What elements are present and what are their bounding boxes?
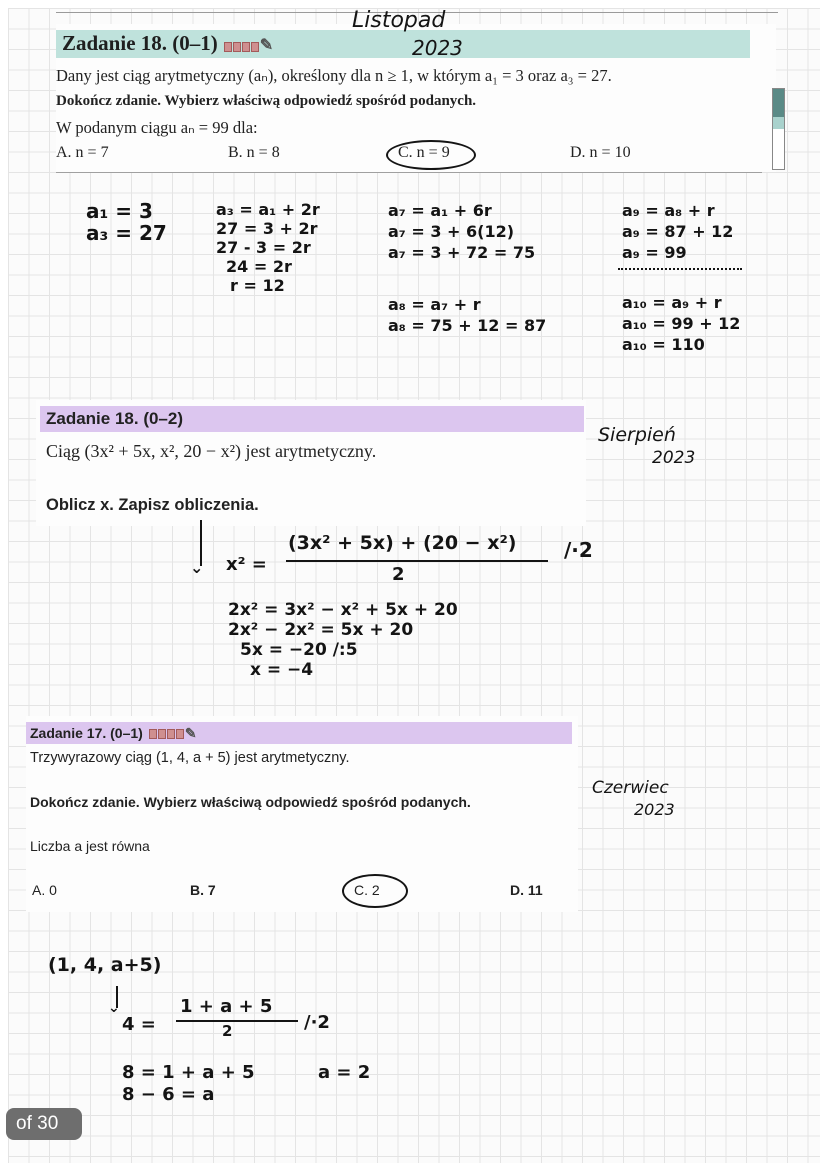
task3-option-a[interactable]: A. 0 [32, 882, 57, 898]
arrow-down-icon: ⌄ [190, 558, 204, 577]
score-bars-icon [149, 726, 185, 742]
work3-fraction-bar [176, 1020, 298, 1022]
pencil-icon: ✎ [259, 37, 274, 54]
work1-col4b-line: a₁₀ = 110 [622, 335, 705, 354]
work2-numerator: (3x² + 5x) + (20 − x²) [288, 532, 517, 554]
page-counter[interactable]: of 30 [6, 1108, 82, 1140]
notebook-page [8, 8, 820, 1163]
task1-option-d[interactable]: D. n = 10 [570, 144, 631, 161]
work1-col1-line: a₃ = 27 [86, 221, 167, 245]
task1-header-text: Zadanie 18. (0–1) [62, 31, 218, 55]
scroll-indicator[interactable] [772, 88, 785, 170]
work3-numerator: 1 + a + 5 [180, 996, 273, 1017]
work1-col2-line: 27 - 3 = 2r [216, 238, 311, 257]
work1-col4b-line: a₁₀ = a₉ + r [622, 293, 722, 312]
task3-option-c[interactable]: C. 2 [354, 882, 380, 898]
work1-col2-line: 24 = 2r [226, 257, 292, 276]
work1-col3a-line: a₇ = 3 + 72 = 75 [388, 243, 536, 262]
task3-question: Liczba a jest równa [30, 838, 150, 854]
work1-col3a-line: a₇ = 3 + 6(12) [388, 222, 515, 241]
work1-col1-line: a₁ = 3 [86, 199, 153, 223]
date-middle-year: 2023 [652, 448, 696, 468]
task3-statement: Trzywyrazowy ciąg (1, 4, a + 5) jest arytmetyczny. [30, 750, 350, 766]
score-bars-icon [224, 33, 260, 58]
work2-line: 2x² = 3x² − x² + 5x + 20 [228, 600, 458, 620]
task1-intro: Dany jest ciąg arytmetyczny (aₙ), określony dla n ≥ 1, w którym a₁ = 3 oraz a₃ = 27. [56, 66, 612, 85]
work3-sequence: (1, 4, a+5) [48, 954, 162, 976]
work1-col3b [388, 294, 546, 336]
task3-header-text: Zadanie 17. (0–1) [30, 725, 143, 741]
work1-col4a-line: a₉ = a₈ + r [622, 201, 715, 220]
work2-multiplier: /·2 [564, 538, 593, 562]
task1-divider [56, 172, 762, 173]
date-bottom-month: Czerwiec [592, 778, 669, 798]
date-middle-month: Sierpień [598, 424, 676, 446]
task3-option-b[interactable]: B. 7 [190, 882, 216, 898]
work3-result: a = 2 [318, 1062, 371, 1083]
task1-header [62, 31, 273, 58]
work1-col1 [86, 200, 167, 244]
work1-col4a [622, 200, 733, 263]
work1-col3b-line: a₈ = 75 + 12 = 87 [388, 316, 547, 335]
work1-col3a-line: a₇ = a₁ + 6r [388, 201, 492, 220]
task1-answer-circle [386, 140, 476, 170]
task1-question: W podanym ciągu aₙ = 99 dla: [56, 118, 258, 137]
work2-fraction-bar [286, 560, 548, 562]
task2-header: Zadanie 18. (0–2) [46, 409, 184, 428]
work3-denominator: 2 [222, 1022, 233, 1040]
work3-line1: 8 = 1 + a + 5 [122, 1062, 255, 1083]
task1-option-c[interactable]: C. n = 9 [398, 144, 450, 161]
task3-option-d[interactable]: D. 11 [510, 882, 543, 898]
date-top-month: Listopad [352, 8, 446, 33]
date-top-year: 2023 [412, 36, 463, 60]
task3-instruction: Dokończ zdanie. Wybierz właściwą odpowiedź spośród podanych. [30, 794, 471, 810]
task3-panel [26, 716, 578, 912]
work1-col2-line: 27 = 3 + 2r [216, 219, 318, 238]
work1-col2-line: a₃ = a₁ + 2r [216, 200, 320, 219]
work3-lhs: 4 = [122, 1014, 156, 1035]
arrow-down-icon: ⌄ [108, 1000, 120, 1016]
pencil-icon: ✎ [184, 725, 197, 741]
work2-line: x = −4 [250, 660, 314, 680]
work2-lhs: x² = [226, 554, 267, 575]
work3-line2: 8 − 6 = a [122, 1084, 215, 1105]
task3-header [30, 725, 197, 742]
task2-statement: Ciąg (3x² + 5x, x², 20 − x²) jest arytmetyczny. [46, 441, 377, 461]
work1-col2 [216, 200, 320, 295]
work2-denominator: 2 [392, 564, 405, 585]
task3-answer-circle [342, 874, 408, 908]
date-bottom-year: 2023 [634, 800, 675, 819]
work2-line: 5x = −20 /:5 [240, 640, 358, 660]
task1-instruction: Dokończ zdanie. Wybierz właściwą odpowiedź spośród podanych. [56, 93, 477, 109]
work1-col4a-line: a₉ = 99 [622, 243, 687, 262]
work1-col4b [622, 292, 740, 355]
work1-col3a [388, 200, 535, 263]
work3-multiplier: /·2 [304, 1012, 330, 1033]
work2-line: 2x² − 2x² = 5x + 20 [228, 620, 414, 640]
task2-instruction: Oblicz x. Zapisz obliczenia. [46, 496, 259, 514]
work1-col4b-line: a₁₀ = 99 + 12 [622, 314, 741, 333]
task1-option-b[interactable]: B. n = 8 [228, 144, 280, 161]
work1-col3b-line: a₈ = a₇ + r [388, 295, 481, 314]
work1-col4a-line: a₉ = 87 + 12 [622, 222, 734, 241]
work1-col2-line: r = 12 [230, 276, 285, 295]
work2-steps [228, 600, 458, 680]
task1-option-a[interactable]: A. n = 7 [56, 144, 109, 161]
result-underline [618, 268, 742, 270]
